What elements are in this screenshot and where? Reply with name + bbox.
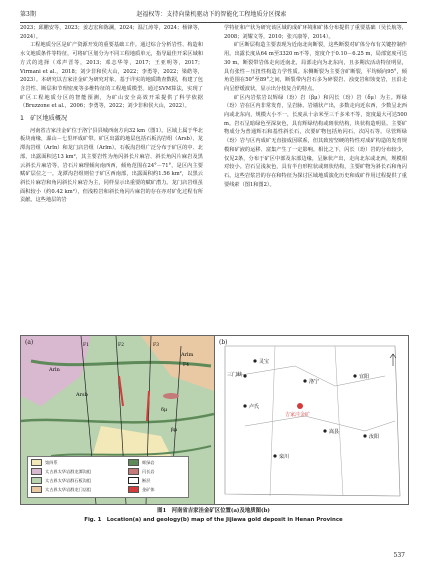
paragraph: 工程地质分区是矿产资源开发的重要基础工作。通过综合分析岩性、构造和水文地质条件等特征，可将矿区划分为不同工程地质单元，指导最佳开采区域和方式的选择（邓声晋等，2013；邓志华等，2017；王亚明等，2017；Virmani et al.，2018；刘少非和侯大山，2022；李勇等，2022；梁皓等，2023）。本研究以吉家洼金矿为研究对象，基于详实的地质勘查数据，构建了包含岩性、断层和节理密度等多维特征的工程地质模型。通过SVM算法，实现了矿区工程地质分区的智能预测，为矿山安全高效开采提供了科学依据（Bruzzone et al.，2006；李勇等，2022；刘少非和侯大山，2022）。 xyxy=(20,42,203,110)
place-label: 嵩县 xyxy=(329,429,340,435)
map-label: βμ xyxy=(171,427,178,433)
paragraph: 河南省吉家洼金矿位于洛宁县县城西南方向32 km（图1）。区域上属于华北板块南缘，瀑山－七里坪成矿带。矿区出露的地层包括石板沟岩组（Arsb）、龙潭沟岩组（Arln）和龙门店岩组（Arlm）。石板沟岩组广泛分布于矿区的中、北部，出露面积达13 km²，其主要岩性为角闪斜长片麻岩、斜长角闪片麻岩及黑云斜长片麻岩等，岩石片麻理倾向南西西，倾角范围在24°－71°，是区内主要赋矿层位之一。龙潭沟岩组则位于矿区西南部，出露面积约1.56 km²，以黑云斜长片麻岩和角闪斜长片麻岩为主，同样显示出重要的赋矿潜力。龙门店岩组虽面积较小（约0.42 km²），但浅粒岩和斜长角闪片麻岩的存在亦对矿化过程有所贡献。这些地层的岩 xyxy=(20,127,203,204)
legend-swatch xyxy=(31,477,42,484)
figure-1 xyxy=(20,335,409,505)
left-column xyxy=(20,24,203,205)
section-heading: 1 矿区地质概况 xyxy=(20,115,68,123)
panel-label: (a) xyxy=(25,339,34,346)
map-label: Arln xyxy=(49,367,60,373)
paragraph: 矿区断层构造主要表现为近南北向断裂，这些断裂对矿体分布有关键控制作用。出露长度从64 m至3320 m不等，宽度介于0.10－6.25 m，局部宽度可达30 m。断裂带岩体走向近南北，局部走向为北东向，且多期次活动特征明显，具有张性－压扭性构造力学性质。东侧断裂为主要含矿断裂，平均倾向95°，倾角范围在50°至89°之间，断裂带内岩石多为碎裂岩、浊变岩和蚀变岩，且沿走向呈舒缓波状，显示出分枝复合的特点。 xyxy=(224,42,407,92)
running-title: 赵福权等：支持向量机驱动下的智能化工程地质分区探索 xyxy=(136,10,287,18)
paragraph: 2023；邱鹏安等，2023；姜志宏和陈澜，2024；温江涛等，2024；杨锋等，2024）。 xyxy=(20,25,203,40)
legend-label: 太古界太华岩群龙潭沟组 xyxy=(45,468,92,474)
legend-label: 太古界太华岩群龙门店组 xyxy=(45,486,92,492)
legend-label: 金矿体 xyxy=(142,486,155,492)
paragraph: 学特征和产状为研究该区域的成矿环境和矿体分布提供了重要基础（吴长航等，2008；刘耀文等，2010；张兴康等，2014）。 xyxy=(224,25,407,40)
legend-swatch xyxy=(128,468,139,475)
place-label: 卢氏 xyxy=(249,404,260,410)
right-column xyxy=(224,24,407,189)
legend-swatch xyxy=(31,468,42,475)
legend-label: 断层 xyxy=(142,477,151,483)
legend-swatch xyxy=(31,486,42,493)
legend-label: 太古界太华岩群石板沟组 xyxy=(45,477,92,483)
map-label: F2 xyxy=(118,343,124,348)
legend-swatch xyxy=(128,459,139,466)
deposit-label: 吉家洼金矿 xyxy=(285,412,311,418)
paragraph: 矿区内岩浆岩以辉绿（玢）岩（βμ）和闪长（玢）岩（δμ）为主。辉绿（玢）岩在区内非常发育，呈岩脉、岩墙状产出，多数走向近东西，少数呈北西向或北东向，规模大小不一，长度从十余米至三千多米不等，宽度最大可达500 m。岩石呈暗绿色至深灰色，具有辉绿结构或斑状结构，块状构造明显。主要矿物成分为普通辉石和基性斜长石，次要矿物包括角闪石、次闪石等。尽管辉绿（玢）岩与区内成矿无直接成因联系，但其致密坚硬的特性对成矿构造的发育规模和矿液的运移、富集产生了一定影响。相比之下，闪长（玢）岩的分布较少，仅见2条，分布于矿区中部及东部边缘，呈脉状产出，走向北东或北西，规模相对较小。岩石呈浅灰色，具有半自形粒状或斑状结构，主要矿物为斜长石和角闪石。这些岩浆岩的存在和特征为探讨区域地质演化历史和成矿作用过程提供了重要线索（图1和图2）。 xyxy=(224,94,407,188)
legend-swatch xyxy=(31,459,42,466)
map-label: F4 xyxy=(183,363,189,368)
legend-label: 辉绿岩 xyxy=(142,459,155,465)
place-label: 洛宁 xyxy=(309,379,320,385)
figure-caption-cn: 图1 河南省吉家洼金矿区位置(a)及地质图(b) xyxy=(157,508,270,514)
map-label: F3 xyxy=(153,343,159,348)
geology-map-panel xyxy=(21,336,215,504)
legend-label: 第四系 xyxy=(45,459,58,465)
map-label: Arlm xyxy=(181,352,194,358)
page-number: 537 xyxy=(393,552,405,559)
map-label: F1 xyxy=(83,343,89,348)
place-label: 宜阳 xyxy=(359,374,370,380)
place-label: 汝阳 xyxy=(369,434,380,440)
map-label: δμ xyxy=(161,407,168,413)
location-map xyxy=(215,336,408,504)
deposit-marker xyxy=(297,403,303,409)
running-header xyxy=(20,7,407,23)
legend-label: 闪长岩 xyxy=(142,468,155,474)
issue-label: 第3期 xyxy=(20,10,36,18)
legend xyxy=(27,456,189,498)
legend-swatch xyxy=(128,486,139,493)
place-label: 灵宝 xyxy=(259,359,270,365)
figure-caption-en: Fig. 1 Location(a) and geology(b) map of the Jijiawa gold deposit in Henan Province xyxy=(84,517,343,523)
panel-label: (b) xyxy=(219,339,228,346)
location-map-panel xyxy=(215,336,408,504)
map-label: Arsb xyxy=(76,392,88,398)
place-label: 三门峡 xyxy=(227,372,243,378)
fault-swatch xyxy=(128,477,139,484)
place-label: 栾川 xyxy=(279,454,290,460)
